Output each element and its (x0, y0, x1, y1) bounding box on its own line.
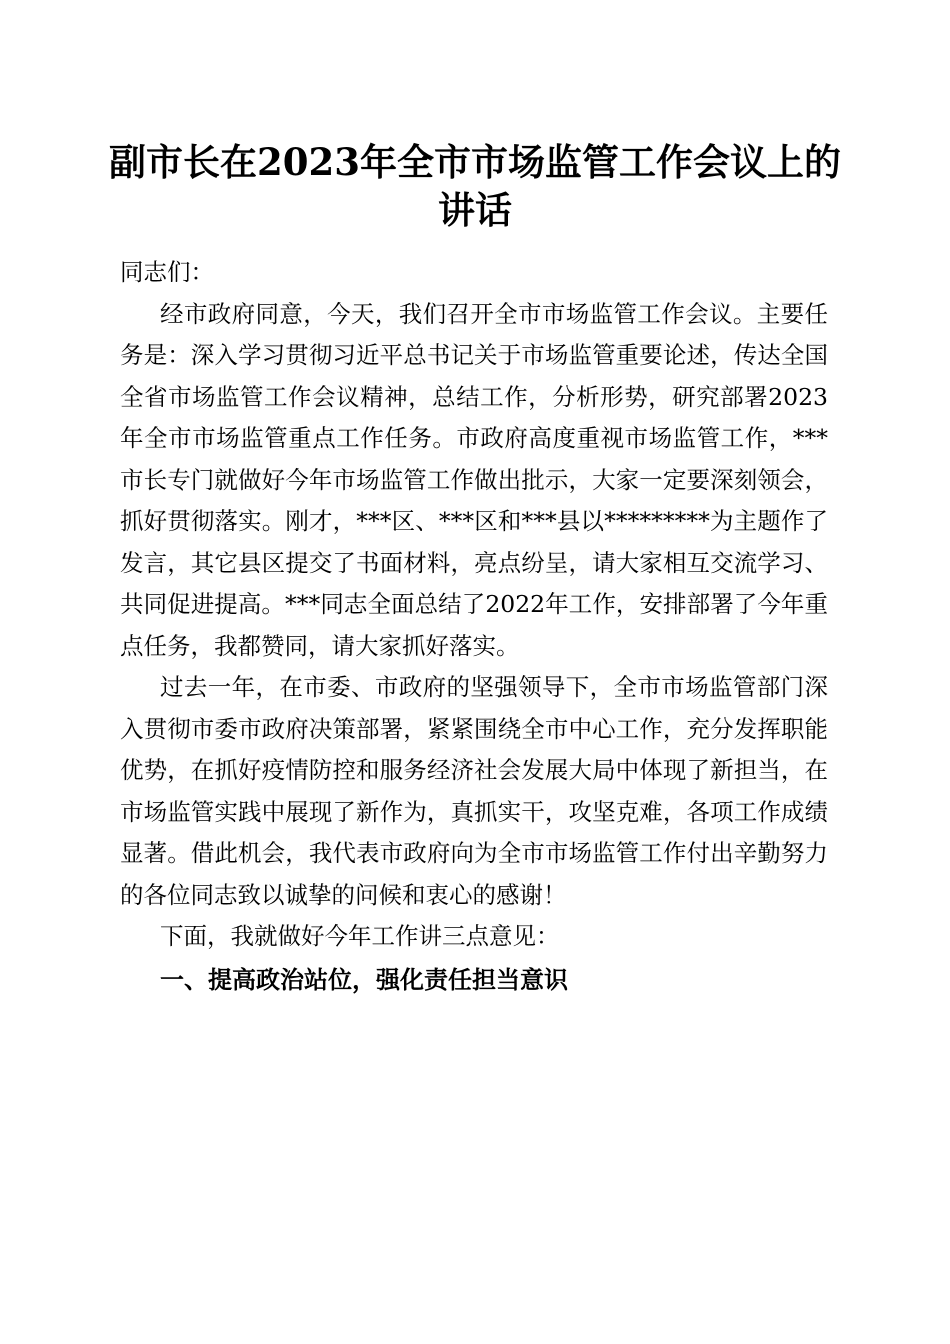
section-heading-1: 一、提高政治站位，强化责任担当意识 (160, 965, 568, 994)
paragraph-2: 过去一年，在市委、市政府的坚强领导下，全市市场监管部门深入贯彻市委市政府决策部署，紧紧围绕全市中心工作，充分发挥职能优势，在抓好疫情防控和服务经济社会发展大局中体现了新担当，在市场监管实践中展现了新作为，真抓实干，攻坚克难，各项工作成绩显著。借此机会，我代表市政府向为全市市场监管工作付出辛勤努力的各位同志致以诚挚的问候和衷心的感谢！ (120, 673, 828, 909)
paragraph-1: 经市政府同意，今天，我们召开全市市场监管工作会议。主要任务是：深入学习贯彻习近平总书记关于市场监管重要论述，传达全国全省市场监管工作会议精神，总结工作，分析形势，研究部署2023年全市市场监管重点工作任务。市政府高度重视市场监管工作，***市长专门就做好今年市场监管工作做出批示，大家一定要深刻领会，抓好贯彻落实。刚才，***区、***区和***县以*********为主题作了发言，其它县区提交了书面材料，亮点纷呈，请大家相互交流学习、共同促进提高。***同志全面总结了2022年工作，安排部署了今年重点任务，我都赞同，请大家抓好落实。 (120, 299, 828, 660)
title-line-1: 副市长在2023年全市市场监管工作会议上的 (109, 140, 841, 184)
paragraph-3: 下面，我就做好今年工作讲三点意见： (160, 922, 560, 950)
document-body (120, 252, 828, 1002)
document-title (100, 138, 850, 234)
title-line-2: 讲话 (438, 188, 512, 232)
salutation: 同志们： (120, 258, 214, 286)
